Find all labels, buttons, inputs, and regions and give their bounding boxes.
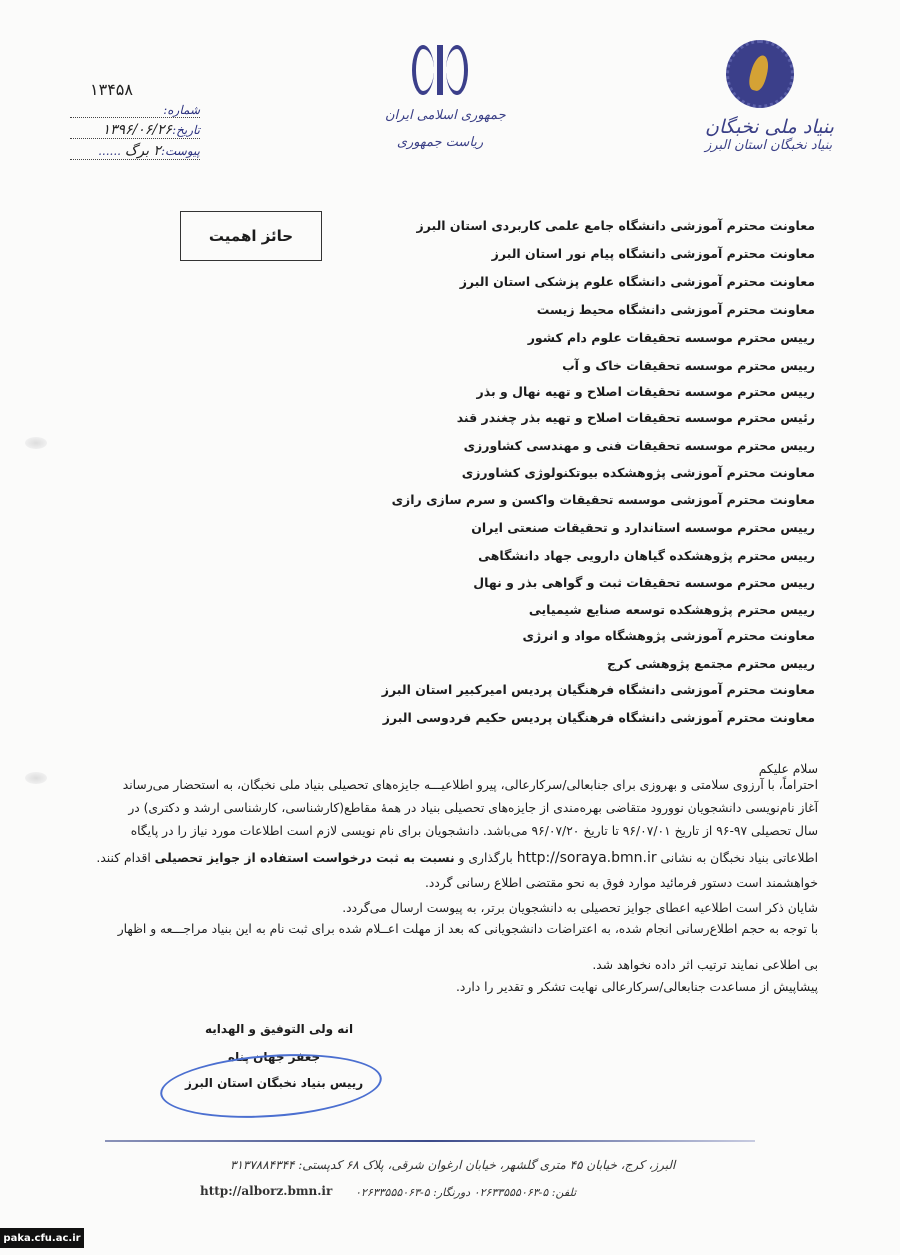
recipient-line: رییس محترم موسسه تحقیقات فنی و مهندسی کشاورزی [463,438,815,453]
number-label: شماره: [163,103,200,117]
body-line: پیشاپیش از مساعدت جنابعالی/سرکارعالی نهایت تشکر و تقدیر را دارد. [456,980,818,994]
letter-meta [70,80,200,160]
body-line: بی اطلاعی نمایند ترتیب اثر داده نخواهد شد. [592,958,818,972]
body-line: خواهشمند است دستور فرمائید موارد فوق به نحو مقتضی اطلاع رسانی گردد. [425,876,818,890]
punch-hole [25,437,47,449]
body-line: آغاز نام‌نویسی دانشجویان نوورود متقاضی بهره‌مندی از جایزه‌های تحصیلی بنیاد در همهٔ مقاطع(کارشناسی، کارشناسی ارشد و دکتری) در [128,801,818,815]
recipient-line: رئیس محترم موسسه تحقیقات اصلاح و تهیه بذر چغندر قند [456,410,815,425]
recipient-line: رییس محترم موسسه تحقیقات ثبت و گواهی بذر و نهال [473,575,815,590]
recipient-line: معاونت محترم آموزشی دانشگاه جامع علمی کاربردی استان البرز [416,218,815,233]
importance-box: حائز اهمیت [180,211,322,261]
recipient-line: معاونت محترم آموزشی دانشگاه علوم پزشکی استان البرز [459,274,815,289]
date-row [70,122,200,139]
org-subtitle: بنیاد نخبگان استان البرز [705,138,833,153]
recipient-line: معاونت محترم آموزشی دانشگاه فرهنگیان پردیس امیرکبیر استان البرز [381,682,815,697]
greeting: سلام علیکم [758,762,818,776]
punch-hole [25,772,47,784]
signer-name: جعفر جهان پناه [228,1050,321,1064]
recipient-line: رییس محترم پژوهشکده گیاهان دارویی جهاد دانشگاهی [478,548,815,563]
emblem-line2: ریاست جمهوری [396,135,484,150]
attachment-row: پیوست:۲ برگ ...... [70,143,200,160]
recipient-line: معاونت محترم آموزشی پژوهشکده بیوتکنولوژی کشاورزی [461,465,815,480]
closing-phrase: انه ولی التوفیق و الهدایه [205,1022,354,1036]
recipient-line: معاونت محترم آموزشی پژوهشگاه مواد و انرژی [522,628,815,643]
watermark-badge: paka.cfu.ac.ir [0,1228,84,1248]
date-value: ۱۳۹۶/۰۶/۲۶ [102,122,173,138]
recipient-line: معاونت محترم آموزشی موسسه تحقیقات واکسن و سرم سازی رازی [391,492,815,507]
iran-emblem-icon [410,40,470,100]
org-title: بنیاد ملی نخبگان [705,116,834,138]
emblem-line1: جمهوری اسلامی ایران [385,108,506,123]
attachment-value: ۲ برگ [124,143,161,159]
foundation-seal-icon [726,40,794,108]
date-label: تاریخ: [172,123,200,137]
recipient-line: معاونت محترم آموزشی دانشگاه پیام نور استان البرز [491,246,815,261]
body-line [96,850,818,866]
body-line: سال تحصیلی ۹۷-۹۶ از تاریخ ۹۶/۰۷/۰۱ تا تاریخ ۹۶/۰۷/۲۰ می‌باشد. دانشجویان برای نام نویسی لازم است اطلاعات مورد نیاز را در پایگاه [130,824,818,838]
recipient-line: رییس محترم موسسه تحقیقات خاک و آب [562,358,815,373]
soraya-link[interactable]: http://soraya.bmn.ir [516,850,657,866]
body-line: احتراماً، با آرزوی سلامتی و بهروزی برای جنابعالی/سرکارعالی، پیرو اطلاعیـــه جایزه‌های تحصیلی بنیاد ملی نخبگان، به استحضار می‌رساند [122,778,818,792]
signature-stroke [158,1047,384,1124]
recipient-line: رییس محترم موسسه تحقیقات اصلاح و تهیه نهال و بذر [476,384,815,399]
footer-website[interactable]: http://alborz.bmn.ir [200,1184,333,1198]
recipient-line: رییس محترم مجتمع پژوهشی کرج [607,656,815,671]
attachment-label: پیوست: [160,144,200,158]
text: اقدام کنند. [96,851,151,865]
recipient-line: رییس محترم موسسه استاندارد و تحقیقات صنعتی ایران [471,520,815,535]
national-emblem [385,40,506,150]
footer-divider [105,1140,755,1142]
footer-phone: تلفن: ۵-۰۲۶۳۳۵۵۵۰۶۳ دورنگار: ۵-۰۲۶۳۳۵۵۵۰۶۳ [355,1186,577,1199]
text: بارگذاری و [458,851,513,865]
letter-number: ۱۳۴۵۸ [90,80,133,99]
body-line: شایان ذکر است اطلاعیه اعطای جوایز تحصیلی به دانشجویان برتر، به پیوست ارسال می‌گردد. [342,901,818,915]
foundation-logo [705,40,834,153]
recipient-line: معاونت محترم آموزشی دانشگاه محیط زیست [536,302,815,317]
text: اطلاعاتی بنیاد نخبگان به نشانی [660,851,818,865]
body-line: با توجه به حجم اطلاع‌رسانی انجام شده، به اعتراضات دانشجویانی که بعد از مهلت اعــلام شده برای ثبت نام به این بنیاد مراجـــعه و اظهار [117,922,818,936]
recipient-line: رییس محترم موسسه تحقیقات علوم دام کشور [527,330,815,345]
footer-address: البرز، کرج، خیابان ۴۵ متری گلشهر، خیابان ارغوان شرقی، پلاک ۶۸ کدپستی: ۳۱۳۷۸۸۴۳۴۴ [230,1158,676,1172]
number-row [70,103,200,118]
signer-title: رییس بنیاد نخبگان استان البرز [185,1076,364,1090]
bold-text: نسبت به ثبت درخواست استفاده از جوایز تحصیلی [154,851,455,865]
recipient-line: معاونت محترم آموزشی دانشگاه فرهنگیان پردیس حکیم فردوسی البرز [382,710,815,725]
recipient-line: رییس محترم پژوهشکده توسعه صنایع شیمیایی [528,602,815,617]
